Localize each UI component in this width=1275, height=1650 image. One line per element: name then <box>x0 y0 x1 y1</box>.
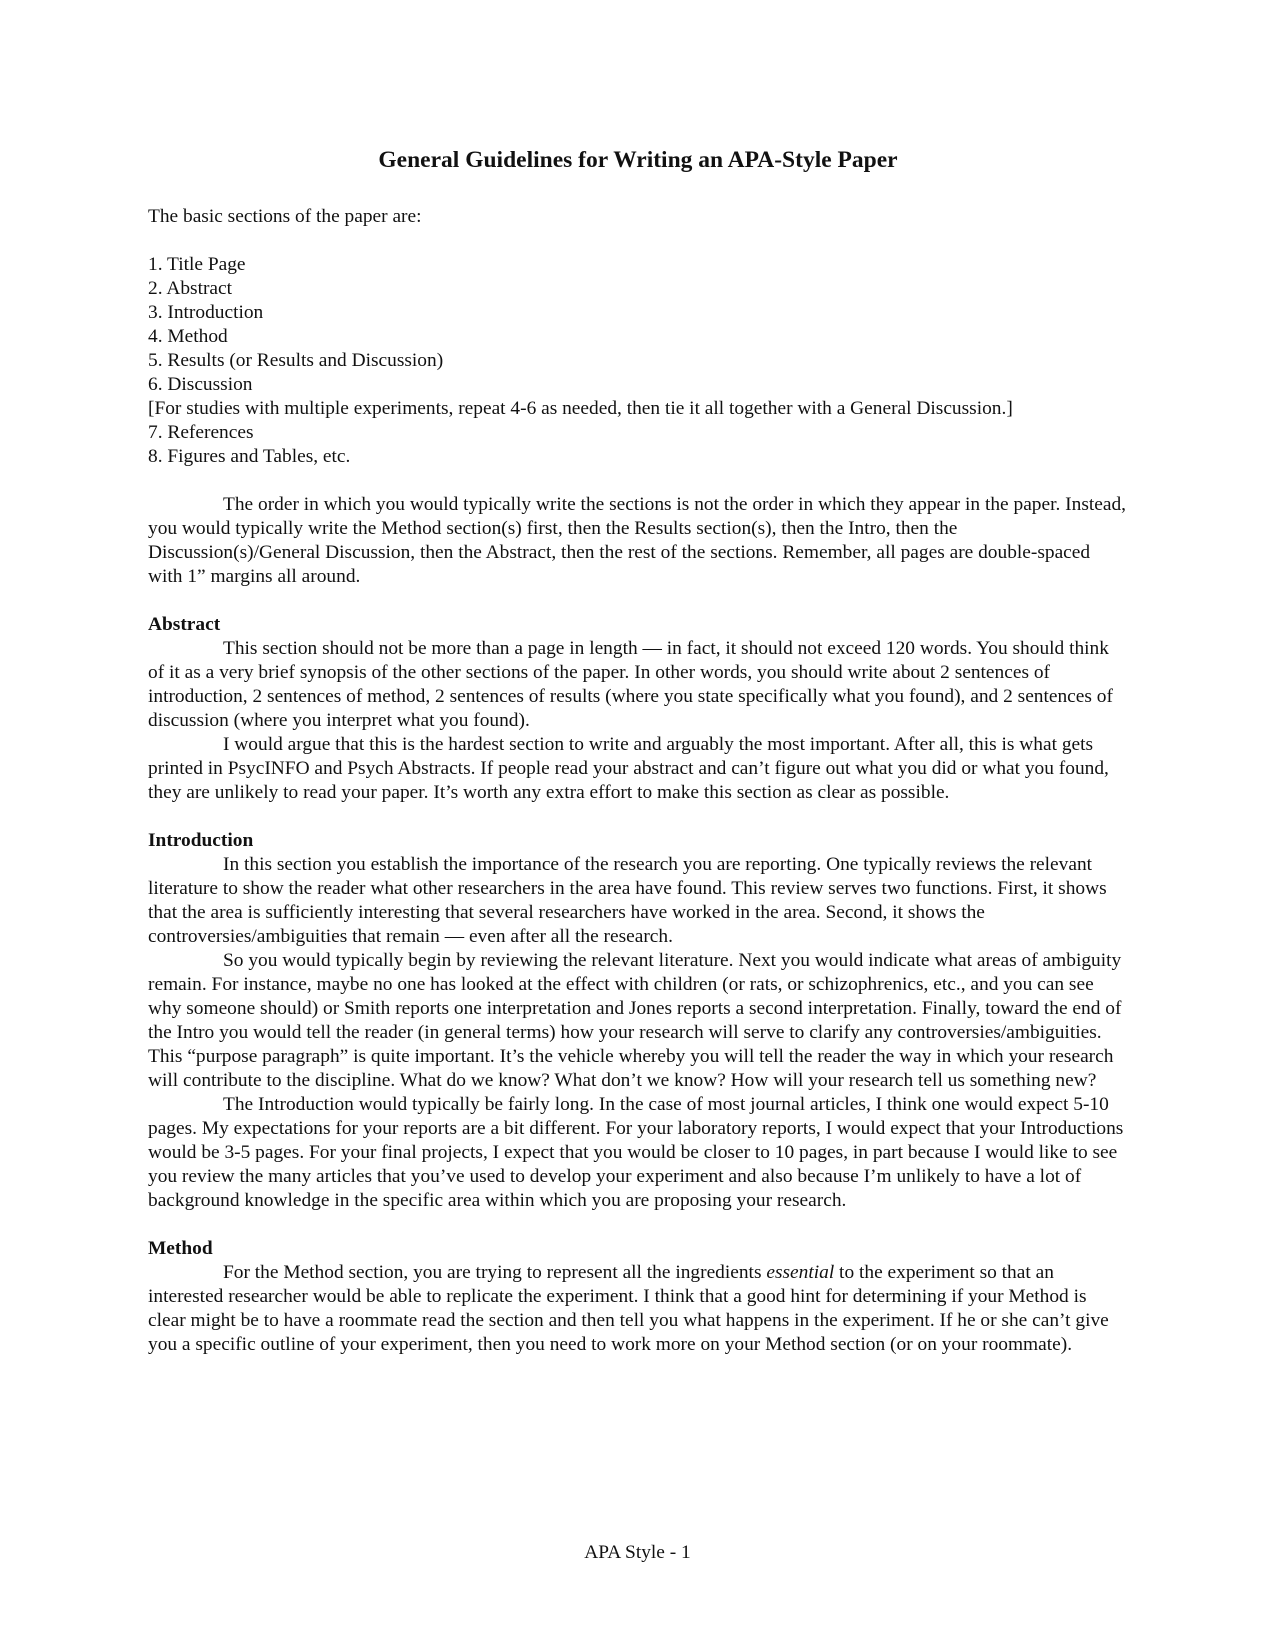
method-emphasis: essential <box>766 1262 835 1283</box>
method-paragraph <box>148 1261 1128 1357</box>
sections-intro: The basic sections of the paper are: <box>148 206 422 227</box>
document-page <box>148 145 1128 1357</box>
method-text-start: For the Method section, you are trying to represent all the ingredients <box>223 1262 767 1283</box>
introduction-paragraph-2: So you would typically begin by reviewing the relevant literature. Next you would indicate what areas of ambiguity remain. For instance, maybe no one has looked at the effect with children (or rats, or schizophrenics, etc., and you can see why someone should) or Smith reports one interpretation and Jones reports a second interpretation. Finally, toward the end of the Intro you would tell the reader (in general terms) how your research will serve to clarify any controversies/ambiguities. This “purpose paragraph” is quite important. It’s the vehicle whereby you will tell the reader the way in which your research will contribute to the discipline. What do we know? What don’t we know? How will your research tell us something new? <box>148 950 1122 1091</box>
method-heading: Method <box>148 1238 213 1259</box>
introduction-paragraph-1: In this section you establish the importance of the research you are reporting. One typically reviews the relevant literature to show the reader what other researchers in the area have found. This review serves two functions. First, it shows that the area is sufficiently interesting that several researchers have worked in the area. Second, it shows the controversies/ambiguities that remain — even after all the research. <box>148 854 1107 947</box>
abstract-section <box>148 613 1128 805</box>
abstract-heading: Abstract <box>148 614 221 635</box>
list-item: 5. Results (or Results and Discussion) <box>148 350 444 371</box>
list-item: 4. Method <box>148 326 228 347</box>
abstract-paragraph-2: I would argue that this is the hardest section to write and arguably the most important. After all, this is what gets printed in PsycINFO and Psych Abstracts. If people read your abstract and can’t figure out what you did or what you found, they are unlikely to read your paper. It’s worth any extra effort to make this section as clear as possible. <box>148 734 1109 803</box>
list-item-note: [For studies with multiple experiments, repeat 4-6 as needed, then tie it all together with a General Discussion.] <box>148 398 1013 419</box>
list-item: 3. Introduction <box>148 302 264 323</box>
list-item: 1. Title Page <box>148 254 246 275</box>
document-title: General Guidelines for Writing an APA-Style Paper <box>378 147 898 173</box>
introduction-paragraph-3: The Introduction would typically be fairly long. In the case of most journal articles, I think one would expect 5-10 pages. My expectations for your reports are a bit different. For your laboratory reports, I would expect that your Introductions would be 3-5 pages. For your final projects, I expect that you would be closer to 10 pages, in part because I would like to see you review the many articles that you’ve used to develop your experiment and also because I’m unlikely to have a lot of background knowledge in the specific area within which you are proposing your research. <box>148 1094 1124 1211</box>
order-paragraph: The order in which you would typically write the sections is not the order in which they appear in the paper. Instead, you would typically write the Method section(s) first, then the Results section(s), then the Intro, then the Discussion(s)/General Discussion, then the Abstract, then the rest of the sections. Remember, all pages are double-spaced with 1” margins all around. <box>148 494 1127 587</box>
introduction-section <box>148 829 1128 1213</box>
page-footer: APA Style - 1 <box>584 1542 691 1563</box>
method-section <box>148 1237 1128 1357</box>
list-item: 7. References <box>148 422 254 443</box>
abstract-paragraph-1: This section should not be more than a page in length — in fact, it should not exceed 120 words. You should think of it as a very brief synopsis of the other sections of the paper. In other words, you should write about 2 sentences of introduction, 2 sentences of method, 2 sentences of results (where you state specifically what you found), and 2 sentences of discussion (where you interpret what you found). <box>148 638 1113 731</box>
list-item: 8. Figures and Tables, etc. <box>148 446 351 467</box>
list-item: 2. Abstract <box>148 278 233 299</box>
introduction-heading: Introduction <box>148 830 254 851</box>
sections-list <box>148 253 1128 469</box>
method-text-end: to the experiment so that an interested researcher would be able to replicate the experiment. I think that a good hint for determining if your Method is clear might be to have a roommate read the section and then tell you what happens in the experiment. If he or she can’t give you a specific outline of your experiment, then you need to work more on your Method section (or on your roommate). <box>148 1262 1109 1355</box>
list-item: 6. Discussion <box>148 374 253 395</box>
